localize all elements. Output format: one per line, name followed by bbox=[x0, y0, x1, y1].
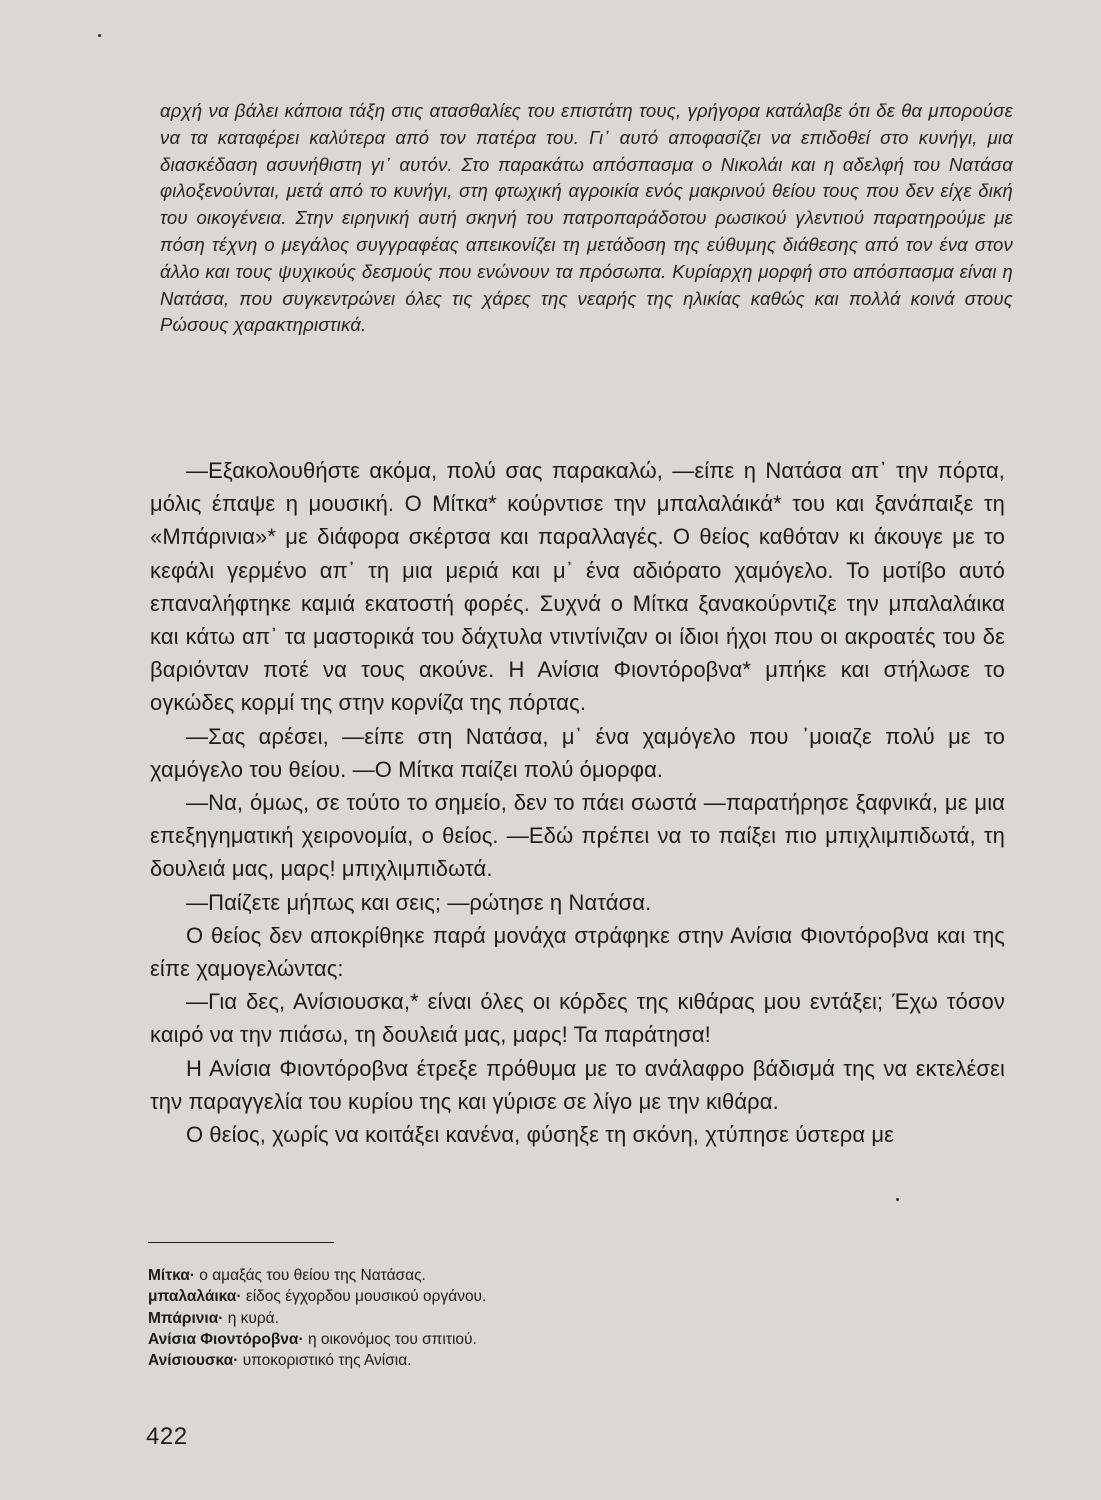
paragraph: Η Ανίσια Φιοντόροβνα έτρεξε πρόθυμα με το ανάλαφρο βάδισμά της να εκτελέσει την παραγγελία του κυρίου της και γύρισε σε λίγο με την κιθάρα. bbox=[150, 1055, 1005, 1114]
paragraph: —Να, όμως, σε τούτο το σημείο, δεν το πάει σωστά —παρατήρησε ξαφνικά, με μια επεξηγηματική χειρονομία, ο θείος. —Εδώ πρέπει να το παίξει πιο μπιχλιμπιδωτά, τη δουλειά μας, μαρς! μπιχλιμπιδωτά. bbox=[150, 790, 1005, 882]
footnote-definition: είδος έγχορδου μουσικού οργάνου. bbox=[245, 1288, 487, 1306]
paragraph: Ο θείος δεν αποκρίθηκε παρά μονάχα στράφηκε στην Ανίσια Φιοντόροβνα και της είπε χαμογελώντας: bbox=[150, 922, 1005, 982]
footnote-definition: υποκοριστικό της Ανίσια. bbox=[242, 1352, 412, 1370]
footnote bbox=[148, 1286, 848, 1307]
footnote-definition: ο αμαξάς του θείου της Νατάσας. bbox=[199, 1267, 426, 1284]
footnote-term: Ανίσια Φιοντόροβνα· bbox=[148, 1330, 304, 1348]
footnote-term: Μίτκα· bbox=[148, 1267, 195, 1284]
footnotes bbox=[148, 1265, 848, 1371]
paper-speck bbox=[98, 34, 101, 37]
footnote-definition: η οικονόμος του σπιτιού. bbox=[307, 1330, 477, 1348]
main-text bbox=[150, 454, 1005, 1151]
intro-paragraph: αρχή να βάλει κάποια τάξη στις ατασθαλίες του επιστάτη τους, γρήγορα κατάλαβε ότι δε θα μπορούσε να τα καταφέρει καλύτερα από τον πατέρα του. Γι᾽ αυτό αποφασίζει να επιδοθεί στο κυνήγι, μια διασκέδαση ασυνήθιστη γι᾽ αυτόν. Στο παρακάτω απόσπασμα ο Νικολάι και η αδελφή του Νατάσα φιλοξενούνται, μετά από το κυνήγι, στη φτωχική αγροικία ενός μακρινού θείου τους που δεν είχε δική του οικογένεια. Στην ειρηνική αυτή σκηνή του πατροπαράδοτου ρωσικού γλεντιού παρατηρούμε με πόση τέχνη ο μεγάλος συγγραφέας απεικονίζει τη μετάδοση της εύθυμης διάθεσης από τον ένα στον άλλο και τους ψυχικούς δεσμούς που ενώνουν τα πρόσωπα. Κυρίαρχη μορφή στο απόσπασμα είναι η Νατάσα, που συγκεντρώνει όλες τις χάρες της νεαρής της ηλικίας καθώς και πολλά κοινά στους Ρώσους χαρακτηριστικά. bbox=[160, 100, 1013, 336]
footnote bbox=[148, 1350, 848, 1371]
paper-speck bbox=[896, 1198, 899, 1201]
paragraph: —Σας αρέσει, —είπε στη Νατάσα, μ᾽ ένα χαμόγελο που ᾽μοιαζε πολύ με το χαμόγελο του θείου. —Ο Μίτκα παίζει πολύ όμορφα. bbox=[150, 723, 1005, 782]
paragraph: —Εξακολουθήστε ακόμα, πολύ σας παρακαλώ, —είπε η Νατάσα απ᾽ την πόρτα, μόλις έπαψε η μουσική. Ο Μίτκα* κούρντισε την μπαλαλάικά* του και ξανάπαιξε τη «Μπάρινια»* με διάφορα σκέρτσα και παραλλαγές. Ο θείος καθόταν κι άκουγε με το κεφάλι γερμένο απ᾽ τη μια μεριά και μ᾽ ένα αδιόρατο χαμόγελο. Το μοτίβο αυτό επαναλήφτηκε καμιά εκατοστή φορές. Συχνά ο Μίτκα ξανακούρντιζε την μπαλαλάικα και κάτω απ᾽ τα μαστορικά του δάχτυλα ντιντίνιζαν οι ίδιοι ήχοι που οι ακροατές του δε βαριόνταν ποτέ να τους ακούνε. Η Ανίσια Φιοντόροβνα* μπήκε και στήλωσε το ογκώδες κορμί της στην κορνίζα της πόρτας. bbox=[150, 458, 1005, 716]
footnote-definition: η κυρά. bbox=[227, 1309, 279, 1327]
paragraph: —Παίζετε μήπως και σεις; —ρώτησε η Νατάσα. bbox=[186, 889, 652, 915]
paragraph: —Για δες, Ανίσιουσκα,* είναι όλες οι κόρδες της κιθάρας μου εντάξει; Έχω τόσον καιρό να την πιάσω, τη δουλειά μας, μαρς! Τα παράτησα! bbox=[150, 989, 1005, 1048]
page-number: 422 bbox=[146, 1423, 188, 1450]
footnote-term: Ανίσιουσκα· bbox=[148, 1352, 239, 1370]
footnote-term: Μπάρινια· bbox=[148, 1309, 224, 1327]
footnote-term: μπαλαλάικα· bbox=[148, 1288, 242, 1306]
footnote bbox=[148, 1265, 848, 1286]
footnote bbox=[148, 1329, 848, 1350]
paragraph: Ο θείος, χωρίς να κοιτάξει κανένα, φύσηξε τη σκόνη, χτύπησε ύστερα με bbox=[186, 1122, 895, 1148]
footnote bbox=[148, 1308, 848, 1329]
footnote-divider bbox=[148, 1242, 334, 1243]
